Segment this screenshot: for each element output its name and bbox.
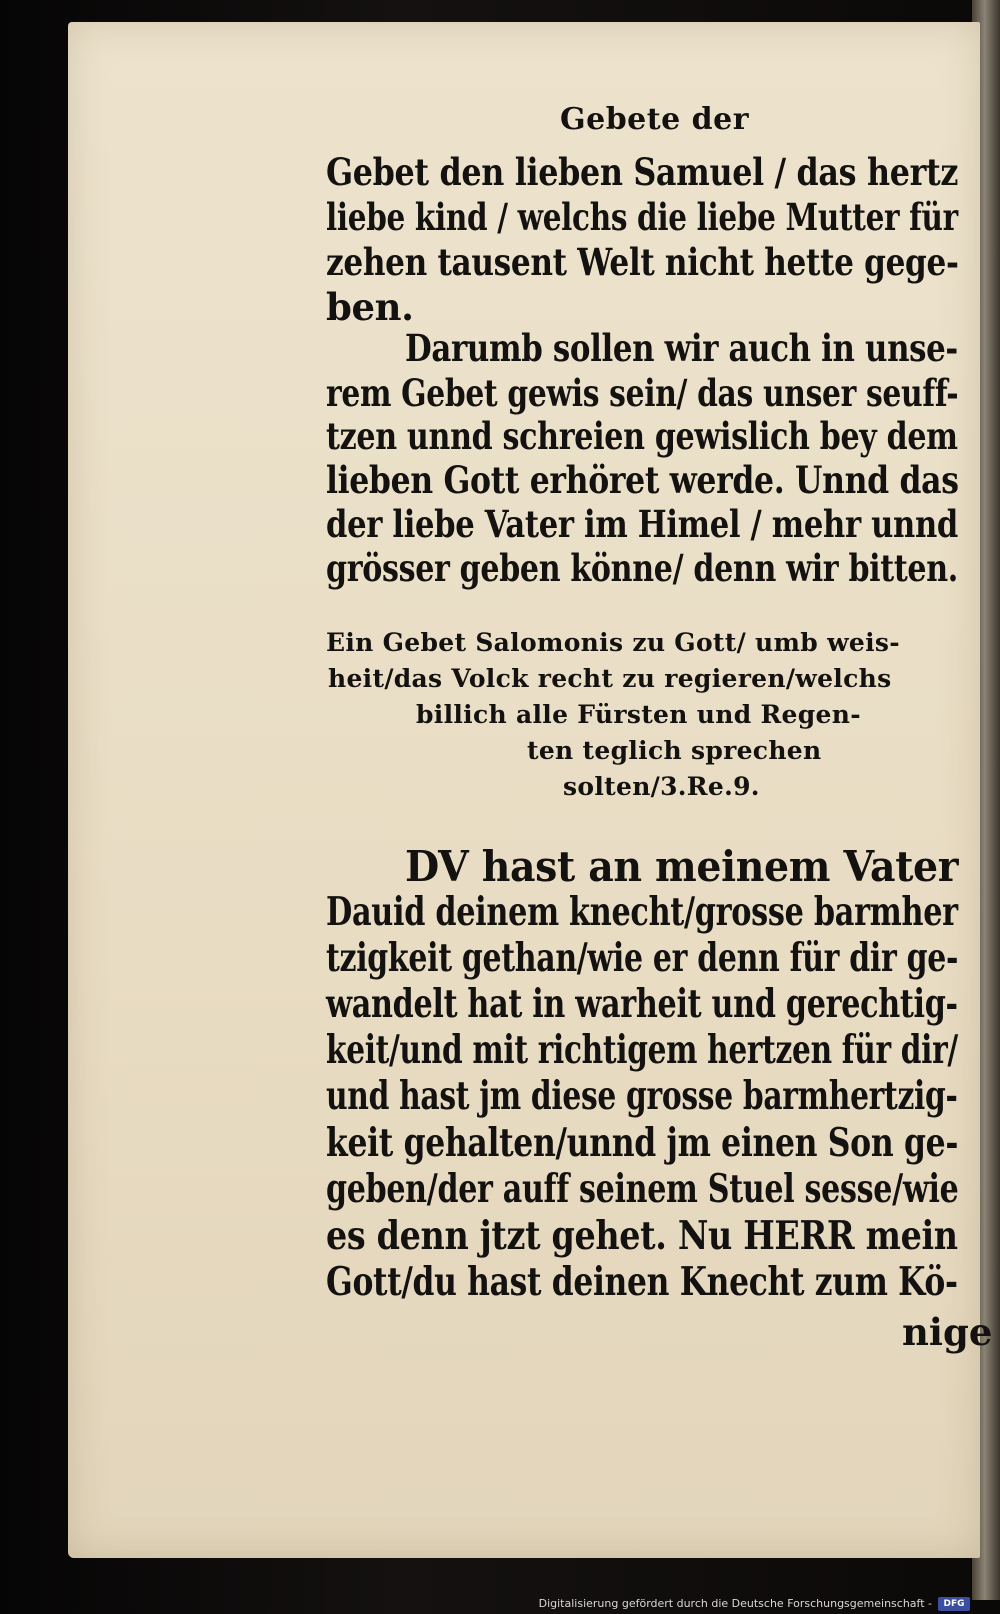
section-heading-line: ten teglich sprechen xyxy=(527,736,822,765)
body-line: Darumb sollen wir auch in unse- xyxy=(405,326,958,370)
section-heading-line: solten/3.Re.9. xyxy=(563,772,760,801)
prayer-line: DV hast an meinem Vater xyxy=(405,842,959,891)
body-line: liebe kind / welchs die liebe Mutter für xyxy=(326,195,958,239)
body-line: zehen tausent Welt nicht hette gege- xyxy=(326,240,959,284)
section-heading-line: billich alle Fürsten und Regen- xyxy=(416,700,861,729)
body-line: ben. xyxy=(326,285,414,329)
prayer-line: Dauid deinem knecht/grosse barmher xyxy=(326,889,958,935)
body-line: lieben Gott erhöret werde. Unnd das xyxy=(326,458,959,502)
body-line: grösser geben könne/ denn wir bitten. xyxy=(326,546,958,590)
prayer-line: keit gehalten/unnd jm einen Son ge- xyxy=(326,1120,959,1166)
prayer-line: tzigkeit gethan/wie er denn für dir ge- xyxy=(326,935,959,981)
prayer-line: geben/der auff seinem Stuel sesse/wie xyxy=(326,1166,959,1212)
dfg-logo: DFG xyxy=(938,1597,970,1611)
prayer-line: und hast jm diese grosse barmhertzig- xyxy=(326,1073,958,1119)
body-line: tzen unnd schreien gewislich bey dem xyxy=(326,414,958,458)
running-head: Gebete der xyxy=(560,102,750,137)
digitization-credit: Digitalisierung gefördert durch die Deutsche Forschungsgemeinschaft - xyxy=(538,1597,932,1610)
section-heading-line: heit/das Volck recht zu regieren/welchs xyxy=(328,664,892,693)
body-line: Gebet den lieben Samuel / das hertz xyxy=(326,150,959,194)
body-line: der liebe Vater im Himel / mehr unnd xyxy=(326,502,959,546)
prayer-line: wandelt hat in warheit und gerechtig- xyxy=(326,981,958,1027)
catchword: nige xyxy=(902,1310,993,1354)
prayer-line: es denn jtzt gehet. Nu HERR mein xyxy=(326,1213,958,1259)
prayer-line: Gott/du hast deinen Knecht zum Kö- xyxy=(326,1259,958,1305)
body-line: rem Gebet gewis sein/ das unser seuff- xyxy=(326,371,959,415)
prayer-line: keit/und mit richtigem hertzen für dir/ xyxy=(326,1027,958,1073)
section-heading-line: Ein Gebet Salomonis zu Gott/ umb weis- xyxy=(326,628,900,657)
